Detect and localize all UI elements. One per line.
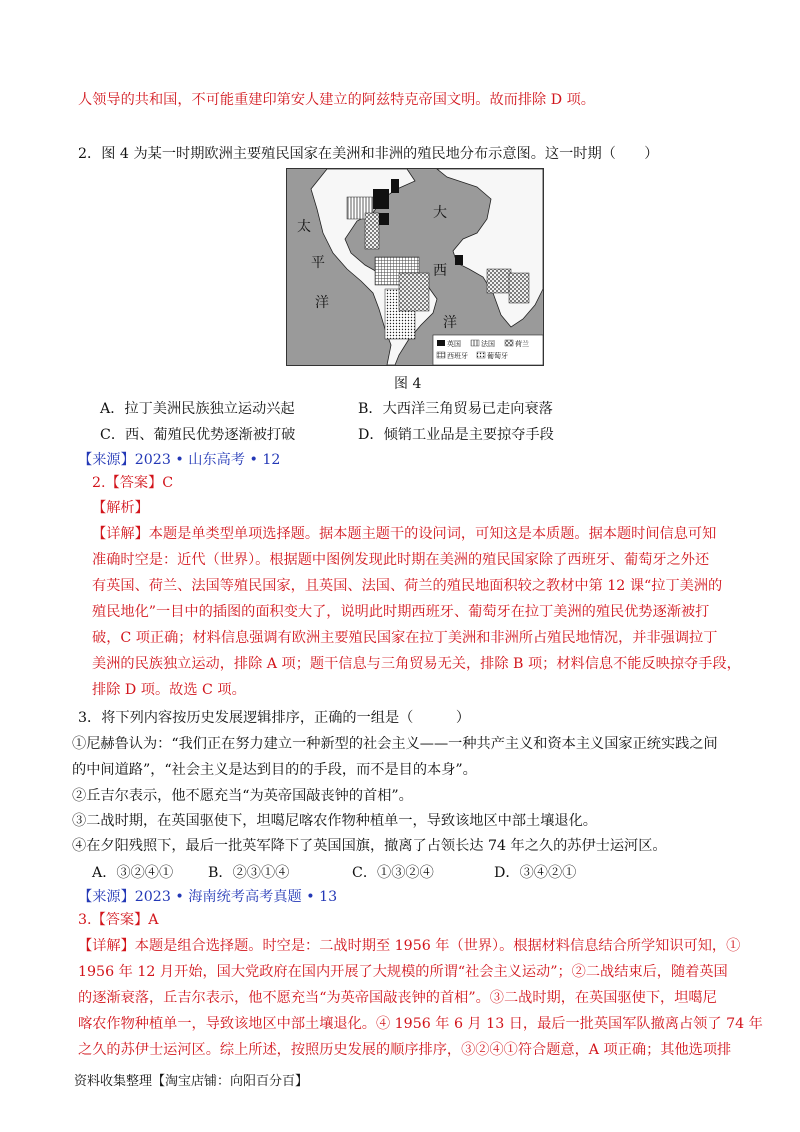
q3-source: 【来源】2023 • 海南统考高考真题 • 13 (78, 889, 338, 905)
q3-detail-3: 的逐渐衰落，丘吉尔表示，他不愿充当“为英帝国敲丧钟的首相”。③二战时期，在英国驱使下，坦噶尼 (78, 990, 717, 1006)
q3-detail-4: 喀农作物种植单一，导致该地区中部土壤退化。④ 1956 年 6 月 13 日，最后一批英国军队撤离占领了 74 年 (78, 1016, 763, 1032)
question-2-stem: 2．图 4 为某一时期欧洲主要殖民国家在美洲和非洲的殖民地分布示意图。这一时期（ ） (78, 146, 659, 162)
legend-britain: 英国 (447, 340, 461, 348)
q3-item-1b: 的中间道路”，“社会主义是达到目的的手段，而不是目的本身”。 (72, 762, 477, 778)
q2-detail-6: 美洲的民族独立运动，排除 A 项；题干信息与三角贸易无关，排除 B 项；材料信息不能反映掠夺手段， (92, 656, 741, 672)
question-3-stem: 3．将下列内容按历史发展逻辑排序，正确的一组是（ ） (78, 710, 471, 726)
q2-detail-7: 排除 D 项。故选 C 项。 (92, 682, 246, 698)
legend-swatch-britain (437, 340, 445, 346)
q3-option-a: A．③②④① (92, 865, 174, 881)
q3-detail-5: 之久的苏伊士运河区。综上所述，按照历史发展的顺序排序，③②④①符合题意，A 项正确；其他选项排 (78, 1042, 732, 1058)
q2-detail-5: 破，C 项正确；材料信息强调有欧洲主要殖民国家在拉丁美洲和非洲所占殖民地情况，并非强调拉丁 (92, 630, 718, 646)
ocean-label-xi: 西 (433, 263, 447, 279)
ocean-label-tai: 太 (297, 219, 311, 235)
legend-swatch-france (471, 340, 479, 346)
legend-swatch-spain (437, 352, 445, 358)
q2-analysis-heading: 【解析】 (92, 500, 149, 516)
legend-swatch-netherlands (505, 340, 513, 346)
figure-caption: 图 4 (394, 376, 422, 392)
q2-source: 【来源】2023 • 山东高考 • 12 (78, 452, 281, 468)
page-footer: 资料收集整理【淘宝店铺：向阳百分百】 (74, 1074, 309, 1089)
legend-portugal: 葡萄牙 (487, 352, 508, 360)
legend-france: 法国 (481, 340, 495, 348)
ocean-label-da: 大 (433, 205, 447, 221)
q3-item-1a: ①尼赫鲁认为：“我们正在努力建立一种新型的社会主义——一种共产主义和资本主义国家正统实践之间 (72, 736, 718, 752)
q3-item-4: ④在夕阳残照下，最后一批英军降下了英国国旗，撤离了占领长达 74 年之久的苏伊士运河区。 (72, 838, 667, 854)
q3-item-3: ③二战时期，在英国驱使下，坦噶尼喀农作物种植单一，导致该地区中部土壤退化。 (72, 813, 597, 829)
q2-option-a: A．拉丁美洲民族独立运动兴起 (100, 401, 295, 417)
q2-option-c: C．西、葡殖民优势逐渐被打破 (100, 427, 296, 443)
ocean-label-ping: 平 (311, 255, 325, 271)
q2-detail-1: 【详解】本题是单类型单项选择题。据本题主题干的设问词，可知这是本质题。据本题时间信息可知 (92, 526, 717, 542)
q2-detail-2: 准确时空是：近代（世界）。根据题中图例发现此时期在美洲的殖民国家除了西班牙、葡萄牙之外还 (92, 552, 710, 568)
q2-detail-3: 有英国、荷兰、法国等殖民国家，且英国、法国、荷兰的殖民地面积较之教材中第 12 课“拉丁美洲的 (92, 578, 723, 594)
q3-item-2: ②丘吉尔表示，他不愿充当“为英帝国敲丧钟的首相”。 (72, 788, 413, 804)
colonial-map-figure (286, 168, 544, 366)
ocean-label-yang-1: 洋 (315, 295, 329, 311)
ocean-label-yang-2: 洋 (443, 315, 457, 331)
legend-netherlands: 荷兰 (515, 340, 529, 348)
q3-option-d: D．③④②① (494, 865, 577, 881)
q3-option-c: C．①③②④ (352, 865, 434, 881)
q2-option-d: D．倾销工业品是主要掠夺手段 (358, 427, 554, 443)
legend-spain: 西班牙 (447, 352, 468, 360)
q3-detail-1: 【详解】本题是组合选择题。时空是：二战时期至 1956 年（世界）。根据材料信息结合所学知识可知，① (78, 938, 741, 954)
prev-answer-tail: 人领导的共和国，不可能重建印第安人建立的阿兹特克帝国文明。故而排除 D 项。 (78, 92, 595, 108)
q3-detail-2: 1956 年 12 月开始，国大党政府在国内开展了大规模的所谓“社会主义运动”；②二战结束后，随着英国 (78, 964, 728, 980)
legend-swatch-portugal (477, 352, 485, 358)
q2-detail-4: 殖民地化”一目中的插图的面积变大了，说明此时期西班牙、葡萄牙在拉丁美洲的殖民优势逐渐被打 (92, 604, 710, 620)
q3-answer: 3.【答案】A (78, 912, 159, 928)
q3-option-b: B．②③①④ (208, 865, 290, 881)
q2-answer: 2.【答案】C (92, 475, 174, 491)
q2-option-b: B．大西洋三角贸易已走向衰落 (358, 401, 553, 417)
